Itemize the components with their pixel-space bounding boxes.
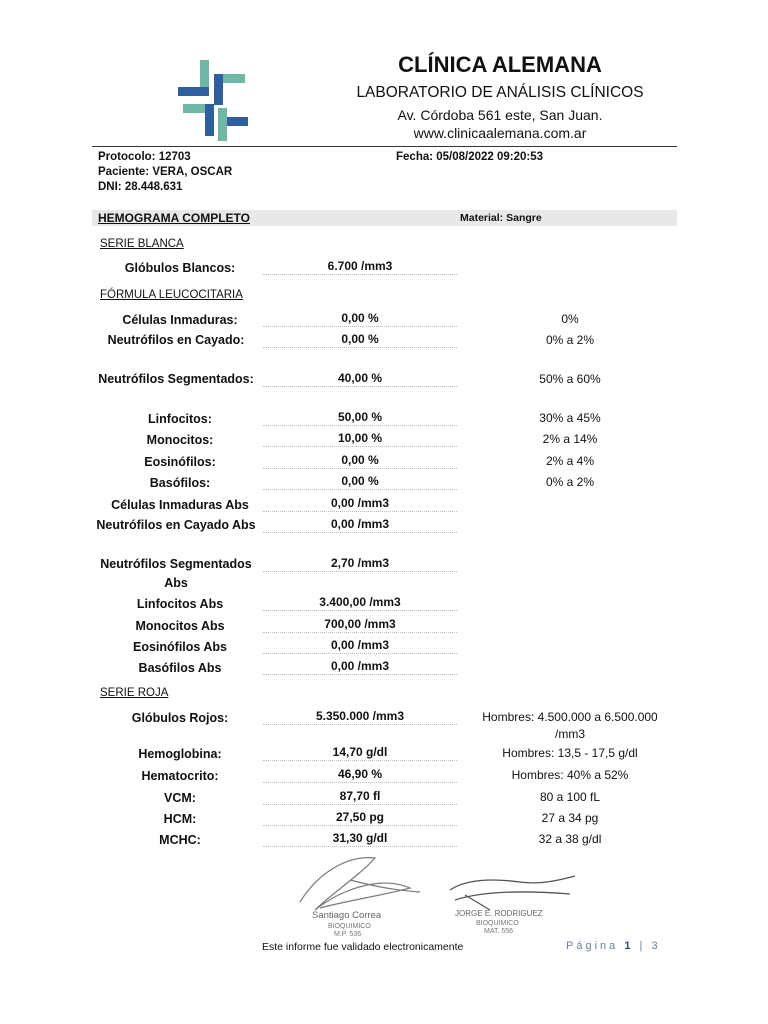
signature-1 bbox=[300, 858, 420, 910]
report-date: Fecha: 05/08/2022 09:20:53 bbox=[396, 151, 544, 163]
row-value-monocitos: 10,00 % bbox=[263, 431, 457, 447]
row-label-monocitos-abs: Monocitos Abs bbox=[135, 619, 225, 633]
row-ref-celulas-inmaduras: 0% bbox=[561, 312, 579, 326]
formula-title: FÓRMULA LEUCOCITARIA bbox=[100, 289, 243, 301]
row-label-basofilos: Basófilos: bbox=[149, 476, 211, 490]
sig1-title: BIOQUIMICO bbox=[328, 923, 371, 930]
page-indicator: Página 1 | 3 bbox=[566, 940, 661, 952]
protocol-number: Protocolo: 12703 bbox=[98, 151, 191, 163]
row-value-eosinofilos-abs: 0,00 /mm3 bbox=[263, 638, 457, 654]
signature-2 bbox=[450, 876, 575, 910]
row-label-monocitos: Monocitos: bbox=[146, 433, 214, 447]
clinic-address: Av. Córdoba 561 este, San Juan. bbox=[397, 107, 603, 123]
row-label-globulos-rojos: Glóbulos Rojos: bbox=[131, 711, 229, 725]
row-value-hematocrito: 46,90 % bbox=[263, 767, 457, 783]
row-label-mchc: MCHC: bbox=[159, 833, 201, 847]
patient-dni: DNI: 28.448.631 bbox=[98, 181, 183, 193]
lab-name: LABORATORIO DE ANÁLISIS CLÍNICOS bbox=[356, 84, 644, 101]
row-ref-monocitos: 2% a 14% bbox=[542, 432, 598, 446]
row-value-neutrofilos-segmentados-abs: 2,70 /mm3 bbox=[263, 556, 457, 572]
row-ref-hcm: 27 a 34 pg bbox=[541, 811, 599, 825]
row-value-hcm: 27,50 pg bbox=[263, 810, 457, 826]
sig1-name: Santiago Correa bbox=[312, 910, 382, 921]
row-value-globulos-rojos: 5.350.000 /mm3 bbox=[263, 709, 457, 725]
row-ref-mchc: 32 a 38 g/dl bbox=[538, 832, 602, 846]
row-label-hcm: HCM: bbox=[163, 812, 197, 826]
material-label: Material: Sangre bbox=[460, 212, 542, 224]
header-divider bbox=[92, 146, 677, 147]
row-label-neutrofilos-segmentados-abs: Neutrófilos Segmentados Abs bbox=[100, 557, 252, 590]
page-word: Página bbox=[566, 940, 619, 952]
row-ref-hematocrito: Hombres: 40% a 52% bbox=[511, 768, 629, 782]
row-value-neutrofilos-cayado: 0,00 % bbox=[263, 332, 457, 348]
clinic-name: CLÍNICA ALEMANA bbox=[398, 52, 602, 77]
row-value-basofilos: 0,00 % bbox=[263, 474, 457, 490]
row-label-linfocitos-abs: Linfocitos Abs bbox=[136, 597, 224, 611]
row-label-eosinofilos: Eosinófilos: bbox=[144, 455, 216, 469]
row-value-linfocitos: 50,00 % bbox=[263, 410, 457, 426]
row-ref-linfocitos: 30% a 45% bbox=[539, 411, 601, 425]
row-ref-vcm: 80 a 100 fL bbox=[539, 790, 601, 804]
row-ref-neutrofilos-segmentados: 50% a 60% bbox=[539, 372, 601, 386]
row-label-basofilos-abs: Basófilos Abs bbox=[138, 661, 222, 675]
row-ref-eosinofilos: 2% a 4% bbox=[545, 454, 595, 468]
signatures-stamp bbox=[290, 850, 590, 942]
row-value-monocitos-abs: 700,00 /mm3 bbox=[263, 617, 457, 633]
row-ref-globulos-rojos: Hombres: 4.500.000 a 6.500.000 /mm3 bbox=[482, 710, 658, 741]
page-number: 1 bbox=[624, 940, 634, 952]
section-title: HEMOGRAMA COMPLETO bbox=[98, 211, 250, 225]
row-value-linfocitos-abs: 3.400,00 /mm3 bbox=[263, 595, 457, 611]
patient-name: Paciente: VERA, OSCAR bbox=[98, 166, 233, 178]
row-value-hemoglobina: 14,70 g/dl bbox=[263, 745, 457, 761]
row-label-celulas-inmaduras: Células Inmaduras: bbox=[122, 313, 238, 327]
row-ref-basofilos: 0% a 2% bbox=[545, 475, 595, 489]
clinic-logo bbox=[178, 60, 250, 142]
sig1-mat: M.P. 536 bbox=[334, 931, 362, 938]
sig2-title: BIOQUIMICO bbox=[476, 920, 519, 927]
sig2-mat: MAT. 556 bbox=[484, 928, 514, 935]
row-label-neutrofilos-segmentados: Neutrófilos Segmentados: bbox=[98, 372, 254, 386]
serie-roja-title: SERIE ROJA bbox=[100, 687, 169, 699]
page-total: 3 bbox=[651, 940, 661, 952]
globulos-blancos-label: Glóbulos Blancos: bbox=[124, 261, 236, 275]
row-value-basofilos-abs: 0,00 /mm3 bbox=[263, 659, 457, 675]
row-ref-hemoglobina: Hombres: 13,5 - 17,5 g/dl bbox=[502, 746, 638, 760]
row-label-eosinofilos-abs: Eosinófilos Abs bbox=[133, 640, 227, 654]
serie-blanca-title: SERIE BLANCA bbox=[100, 238, 184, 250]
sig2-name: JORGE E. RODRIGUEZ bbox=[455, 909, 543, 918]
row-value-vcm: 87,70 fl bbox=[263, 789, 457, 805]
globulos-blancos-value: 6.700 /mm3 bbox=[263, 259, 457, 275]
row-value-eosinofilos: 0,00 % bbox=[263, 453, 457, 469]
row-ref-neutrofilos-cayado: 0% a 2% bbox=[545, 333, 595, 347]
row-label-hemoglobina: Hemoglobina: bbox=[138, 747, 222, 761]
row-label-hematocrito: Hematocrito: bbox=[141, 769, 219, 783]
row-label-celulas-inmaduras-abs: Células Inmaduras Abs bbox=[111, 498, 249, 512]
row-label-neutrofilos-cayado: Neutrófilos en Cayado: bbox=[107, 333, 245, 347]
row-label-vcm: VCM: bbox=[164, 791, 196, 805]
row-value-mchc: 31,30 g/dl bbox=[263, 831, 457, 847]
validation-note: Este informe fue validado electronicamente bbox=[262, 941, 464, 953]
row-value-neutrofilos-cayado-abs: 0,00 /mm3 bbox=[263, 517, 457, 533]
row-value-celulas-inmaduras-abs: 0,00 /mm3 bbox=[263, 496, 457, 512]
row-value-celulas-inmaduras: 0,00 % bbox=[263, 311, 457, 327]
row-label-neutrofilos-cayado-abs: Neutrófilos en Cayado Abs bbox=[96, 518, 256, 532]
clinic-website: www.clinicaalemana.com.ar bbox=[413, 125, 587, 141]
row-value-neutrofilos-segmentados: 40,00 % bbox=[263, 371, 457, 387]
row-label-linfocitos: Linfocitos: bbox=[148, 412, 212, 426]
